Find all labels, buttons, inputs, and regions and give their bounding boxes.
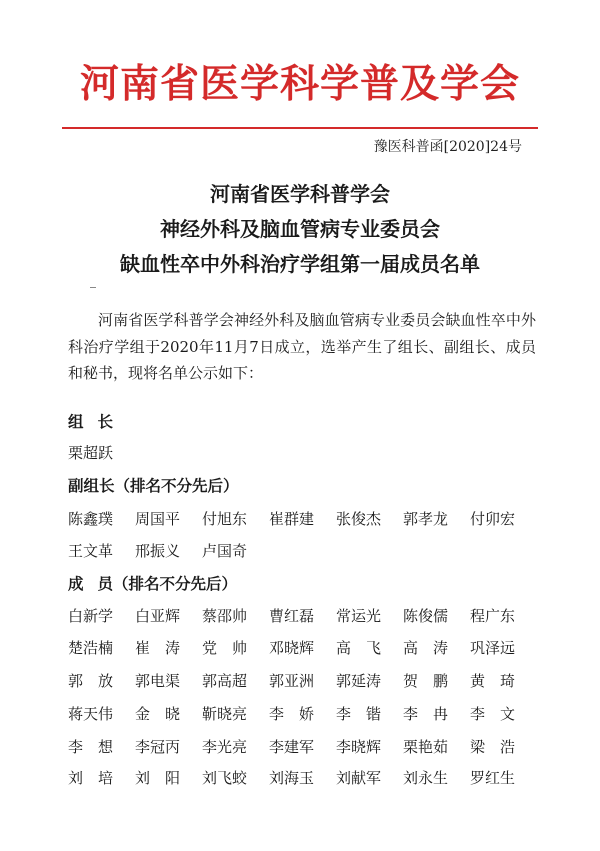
title-line-3: 缺血性卒中外科治疗学组第一届成员名单 bbox=[120, 252, 480, 276]
name-cell: 李冉 bbox=[403, 705, 464, 723]
name-cell: 李文 bbox=[470, 705, 531, 723]
name-cell: 郭放 bbox=[68, 672, 129, 690]
deputy-row-2 bbox=[68, 540, 538, 561]
name-cell: 邓晓辉 bbox=[269, 639, 315, 657]
name-cell: 崔涛 bbox=[135, 639, 196, 657]
document-title bbox=[40, 177, 560, 282]
document-number: 豫医科普函[2020]24号 bbox=[373, 139, 522, 155]
name-cell: 郭高超 bbox=[202, 672, 248, 690]
name-cell: 崔群建 bbox=[269, 510, 315, 528]
name-cell: 陈俊儒 bbox=[403, 607, 449, 625]
header-red-rule bbox=[62, 127, 538, 129]
leader-name: 栗超跃 bbox=[68, 444, 114, 462]
name-cell: 付旭东 bbox=[202, 510, 248, 528]
name-cell: 楚浩楠 bbox=[68, 639, 114, 657]
intro-paragraph: 河南省医学科普学会神经外科及脑血管病专业委员会缺血性卒中外科治疗学组于2020年11月7日成立，选举产生了组长、副组长、成员和秘书，现将名单公示如下： bbox=[68, 311, 536, 382]
name-cell: 贺鹏 bbox=[403, 672, 464, 690]
name-cell: 付卯宏 bbox=[470, 510, 516, 528]
name-cell: 刘阳 bbox=[135, 769, 196, 787]
name-cell: 李晓辉 bbox=[336, 738, 382, 756]
name-cell: 李娇 bbox=[269, 705, 330, 723]
name-cell: 高涛 bbox=[403, 639, 464, 657]
name-cell: 陈鑫璞 bbox=[68, 510, 114, 528]
name-cell: 程广东 bbox=[470, 607, 516, 625]
name-cell: 金晓 bbox=[135, 705, 196, 723]
name-cell: 郭电渠 bbox=[135, 672, 181, 690]
deputy-ranking-note: （排名不分先后） bbox=[114, 476, 239, 495]
members-row-2 bbox=[68, 637, 538, 658]
members-row-3 bbox=[68, 670, 538, 691]
leader-label-char-2: 长 bbox=[97, 412, 114, 431]
name-cell: 巩泽远 bbox=[470, 639, 516, 657]
name-cell: 党帅 bbox=[202, 639, 263, 657]
leader-label-char-1: 组 bbox=[68, 412, 98, 431]
members-label-char-2: 员 bbox=[97, 574, 114, 593]
members-label-char-1: 成 bbox=[68, 574, 98, 593]
name-cell: 常运光 bbox=[336, 607, 382, 625]
name-cell: 李锴 bbox=[336, 705, 397, 723]
name-cell: 曹红磊 bbox=[269, 607, 315, 625]
organization-header: 河南省医学科学普及学会 bbox=[79, 61, 520, 107]
scan-artifact bbox=[90, 287, 96, 288]
name-cell: 刘永生 bbox=[403, 769, 449, 787]
deputy-row-1 bbox=[68, 508, 538, 529]
title-line-2: 神经外科及脑血管病专业委员会 bbox=[160, 217, 440, 241]
name-cell: 卢国奇 bbox=[202, 542, 248, 560]
members-row-5 bbox=[68, 736, 538, 757]
name-cell: 刘培 bbox=[68, 769, 129, 787]
title-line-1: 河南省医学科普学会 bbox=[210, 182, 390, 206]
name-cell: 梁浩 bbox=[470, 738, 531, 756]
name-cell: 郭孝龙 bbox=[403, 510, 449, 528]
members-row-4 bbox=[68, 703, 538, 724]
name-cell: 李冠丙 bbox=[135, 738, 181, 756]
name-cell: 周国平 bbox=[135, 510, 181, 528]
name-cell: 蔡邵帅 bbox=[202, 607, 248, 625]
name-cell: 郭亚洲 bbox=[269, 672, 315, 690]
name-cell: 刘飞蛟 bbox=[202, 769, 248, 787]
members-label bbox=[68, 572, 237, 594]
name-cell: 栗艳茹 bbox=[403, 738, 449, 756]
name-cell: 刘海玉 bbox=[269, 769, 315, 787]
name-cell: 刘献军 bbox=[336, 769, 382, 787]
name-cell: 张俊杰 bbox=[336, 510, 382, 528]
deputy-label bbox=[68, 474, 239, 496]
name-cell: 蒋天伟 bbox=[68, 705, 114, 723]
name-cell: 黄琦 bbox=[470, 672, 531, 690]
name-cell: 李光亮 bbox=[202, 738, 248, 756]
members-ranking-note: （排名不分先后） bbox=[113, 574, 238, 593]
deputy-label-text: 副组长 bbox=[68, 476, 115, 495]
name-cell: 邢振义 bbox=[135, 542, 181, 560]
leader-label bbox=[68, 410, 113, 432]
name-cell: 白新学 bbox=[68, 607, 114, 625]
members-row-6 bbox=[68, 767, 538, 788]
members-row-1 bbox=[68, 605, 538, 626]
name-cell: 李建军 bbox=[269, 738, 315, 756]
name-cell: 罗红生 bbox=[470, 769, 516, 787]
name-cell: 靳晓亮 bbox=[202, 705, 248, 723]
name-cell: 白亚辉 bbox=[135, 607, 181, 625]
name-cell: 王文革 bbox=[68, 542, 114, 560]
name-cell: 高飞 bbox=[336, 639, 397, 657]
name-cell: 李想 bbox=[68, 738, 129, 756]
name-cell: 郭延涛 bbox=[336, 672, 382, 690]
